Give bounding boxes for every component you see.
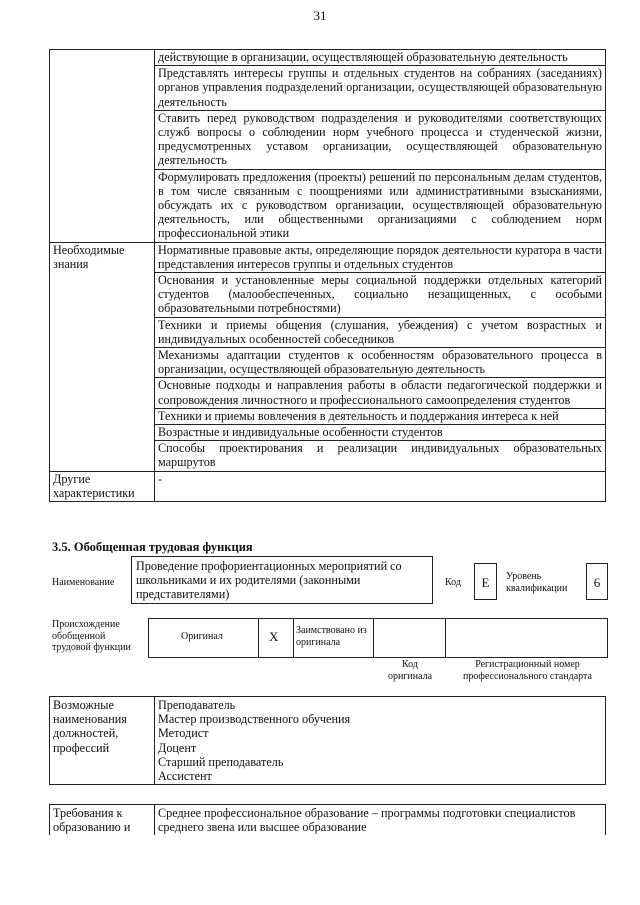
list-item: Ассистент xyxy=(158,769,212,784)
name-label: Наименование xyxy=(52,577,115,588)
reg-number-caption: Регистрационный номер профессионального стандарта xyxy=(463,659,592,682)
origin-label: Происхождение обобщенной трудовой функции xyxy=(52,619,131,653)
table-cell: Формулировать предложения (проекты) решений по персональным делам студентов, в том числе связанным с поощрениями или административными взысканиями, обсуждать их с руководством организации, осуществляющей образовательную деятельность, или общественными организациями с соблюдением норм профессиональной этики xyxy=(155,169,606,242)
list-item: Старший преподаватель xyxy=(158,754,284,769)
original-cell xyxy=(149,619,259,657)
row-label-other: Другие характеристики xyxy=(50,471,155,501)
row-label-empty xyxy=(50,50,155,243)
list-item: Доцент xyxy=(158,740,197,755)
table-cell: Способы проектирования и реализации индивидуальных образовательных маршрутов xyxy=(155,441,606,471)
table-row xyxy=(50,242,606,272)
table-cell: Ставить перед руководством подразделения и руководителями соответствующих служб вопросы о соблюдении норм учебного процесса и студенческой жизни, предусмотренных уставом организации, осуществляющей образовательную деятельность xyxy=(155,110,606,169)
function-name-box: Проведение профориентационных мероприятий со школьниками и их родителями (законными представителями) xyxy=(131,556,433,604)
table-cell: Техники и приемы вовлечения в деятельность и поддержания интереса к ней xyxy=(155,408,606,424)
table-row xyxy=(50,471,606,501)
table-cell: Представлять интересы группы и отдельных студентов на собраниях (заседаниях) органов управления подразделений организации, осуществляющей образовательную деятельность xyxy=(155,66,606,111)
original-mark-cell xyxy=(259,619,294,657)
level-value: 6 xyxy=(586,563,608,600)
reg-number-cell xyxy=(446,619,607,657)
positions-label: Возможные наименования должностей, профессий xyxy=(50,697,155,785)
code-label: Код xyxy=(445,577,461,588)
page-number: 31 xyxy=(313,8,327,23)
table-cell: Нормативные правовые акты, определяющие порядок деятельности куратора в части представления интересов группы и отдельных студентов xyxy=(155,242,606,272)
table-row xyxy=(50,50,606,66)
section-title: 3.5. Обобщенная трудовая функция xyxy=(52,540,253,554)
education-text: Среднее профессиональное образование – программы подготовки специалистов среднего звена или высшее образование xyxy=(155,805,606,836)
code-value: Е xyxy=(474,563,497,600)
table-row xyxy=(50,697,606,785)
original-mark: X xyxy=(269,629,279,644)
origin-row xyxy=(148,618,608,658)
code-original-cell xyxy=(374,619,446,657)
borrowed-label: Заимствовано из оригинала xyxy=(296,625,367,648)
level-label: Уровень квалификации xyxy=(506,571,568,594)
table-cell: Основания и установленные меры социальной поддержки отдельных категорий студентов (малообеспеченных, социально незащищенных, с особыми образовательными потребностями) xyxy=(155,273,606,318)
requirements-table xyxy=(49,49,606,502)
list-item: Методист xyxy=(158,726,209,741)
positions-table xyxy=(49,696,606,785)
positions-list xyxy=(155,697,606,785)
education-label: Требования к образованию и xyxy=(50,805,155,836)
original-label: Оригинал xyxy=(181,631,223,642)
list-item: Мастер производственного обучения xyxy=(158,712,351,727)
table-cell: Возрастные и индивидуальные особенности студентов xyxy=(155,425,606,441)
table-row xyxy=(50,805,606,836)
table-cell: - xyxy=(155,471,606,501)
list-item: Преподаватель xyxy=(158,698,236,712)
education-table xyxy=(49,804,606,835)
table-cell: Техники и приемы общения (слушания, убеждения) с учетом возрастных и индивидуальных особенностей собеседников xyxy=(155,317,606,347)
table-cell: Основные подходы и направления работы в области педагогической поддержки и сопровождения личностного и профессионального самоопределения студентов xyxy=(155,378,606,408)
row-label-knowledge: Необходимые знания xyxy=(50,242,155,471)
code-original-caption: Код оригинала xyxy=(387,659,433,682)
borrowed-cell xyxy=(294,619,374,657)
table-cell: Механизмы адаптации студентов к особенностям образовательного процесса в организации, осуществляющей образовательную деятельность xyxy=(155,348,606,378)
table-cell: действующие в организации, осуществляющей образовательную деятельность xyxy=(155,50,606,66)
